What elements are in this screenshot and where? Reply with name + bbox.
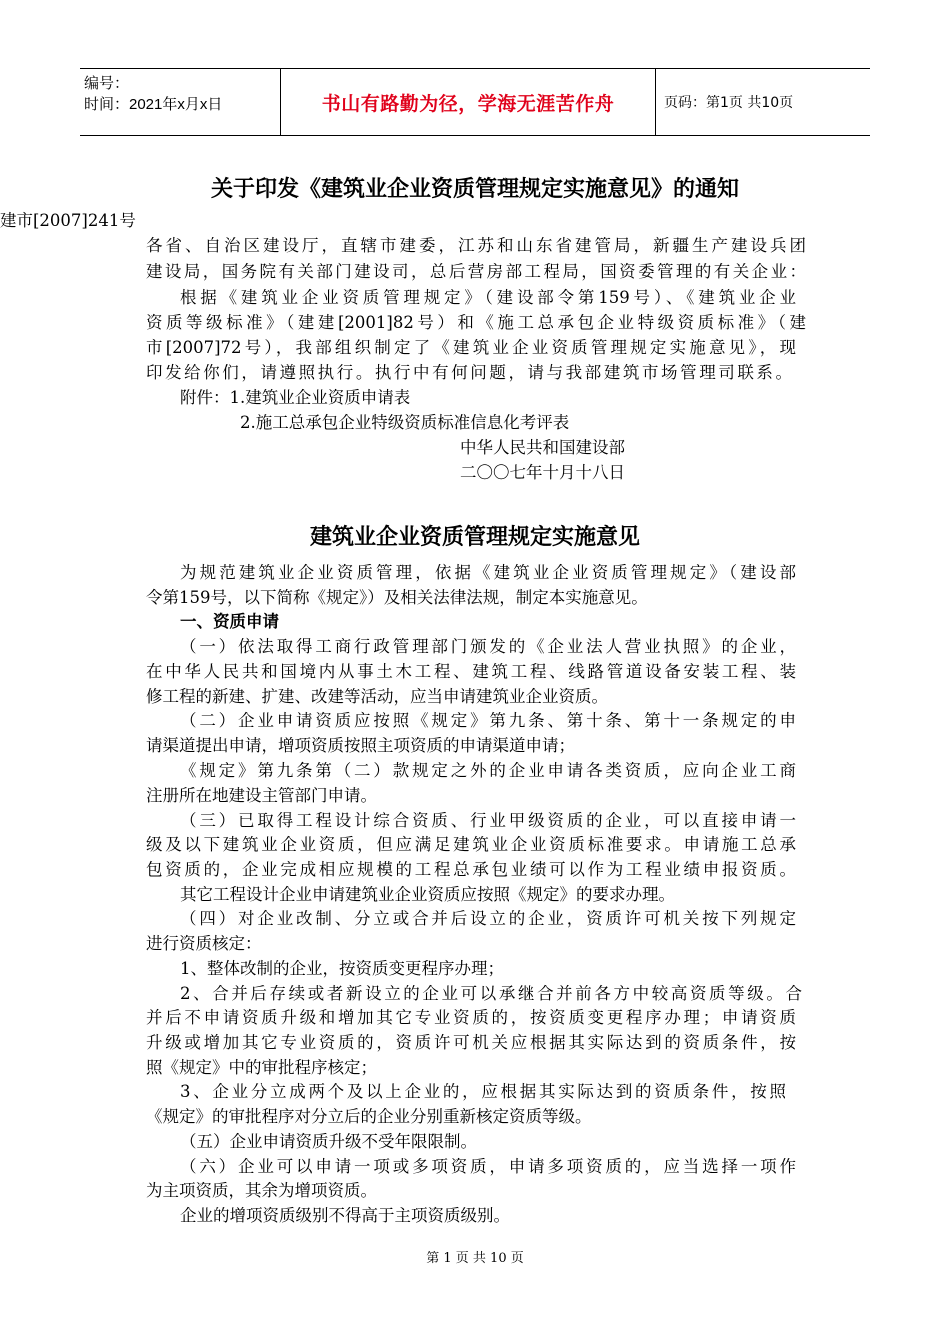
motto-text: 书山有路勤为径，学海无涯苦作舟: [321, 92, 615, 115]
opinion-line: 2、合并后存续或者新设立的企业可以承继合并前各方中较高资质等级。合: [180, 984, 802, 1003]
opinion-line: 进行资质核定：: [146, 934, 262, 953]
opinion-line: 注册所在地建设主管部门申请。: [146, 786, 377, 805]
opinion-line: 3、企业分立成两个及以上企业的，应根据其实际达到的资质条件，按照: [180, 1082, 786, 1101]
section-heading: 一、资质申请: [180, 612, 279, 631]
page-info: 页码：第1页 共10页: [664, 95, 794, 111]
notice-title: 关于印发《建筑业企业资质管理规定实施意见》的通知: [210, 177, 739, 202]
notice-line: 印发给你们，请遵照执行。执行中有何问题，请与我部建筑市场管理司联系。: [146, 363, 792, 382]
opinion-line: 升级或增加其它专业资质的，资质许可机关应根据其实际达到的资质条件，按: [146, 1033, 796, 1052]
opinion-line: （二）企业申请资质应按照《规定》第九条、第十条、第十一条规定的申: [180, 711, 796, 730]
opinion-line: 级及以下建筑业企业资质，但应满足建筑业企业资质标准要求。申请施工总承: [146, 835, 796, 854]
opinion-line: 《规定》的审批程序对分立后的企业分别重新核定资质等级。: [146, 1107, 592, 1126]
opinion-line: 为主项资质，其余为增项资质。: [146, 1181, 377, 1200]
opinion-line: 令第159号，以下简称《规定》）及相关法律法规，制定本实施意见。: [146, 588, 648, 607]
attachment-line: 2.施工总承包企业特级资质标准信息化考评表: [240, 413, 570, 432]
notice-line: 各省、自治区建设厅，直辖市建委，江苏和山东省建管局，新疆生产建设兵团: [146, 236, 806, 255]
opinion-line: 在中华人民共和国境内从事土木工程、建筑工程、线路管道设备安装工程、装: [146, 662, 796, 681]
opinion-line: 《规定》第九条第（二）款规定之外的企业申请各类资质，应向企业工商: [180, 761, 796, 780]
opinion-line: 照《规定》中的审批程序核定；: [146, 1058, 377, 1077]
opinion-line: 其它工程设计企业申请建筑业企业资质应按照《规定》的要求办理。: [180, 885, 675, 904]
opinion-line: 修工程的新建、扩建、改建等活动，应当申请建筑业企业资质。: [146, 687, 608, 706]
signatory: 中华人民共和国建设部: [460, 438, 625, 457]
opinion-line: （四）对企业改制、分立或合并后设立的企业，资质许可机关按下列规定: [180, 909, 796, 928]
opinion-line: （六）企业可以申请一项或多项资质，申请多项资质的，应当选择一项作: [180, 1157, 796, 1176]
opinion-line: 包资质的，企业完成相应规模的工程总承包业绩可以作为工程业绩申报资质。: [146, 860, 796, 879]
page-footer: 第 1 页 共 10 页: [426, 1251, 524, 1266]
opinion-title: 建筑业企业资质管理规定实施意见: [309, 525, 640, 550]
opinion-line: （一）依法取得工商行政管理部门颁发的《企业法人营业执照》的企业，: [180, 637, 796, 656]
notice-line: 资质等级标准》（建建[2001]82号）和《施工总承包企业特级资质标准》（建: [146, 313, 806, 332]
header-meta: [80, 69, 280, 135]
opinion-line: 并后不申请资质升级和增加其它专业资质的，按资质变更程序办理；申请资质: [146, 1008, 796, 1027]
opinion-line: 1、整体改制的企业，按资质变更程序办理；: [180, 959, 504, 978]
notice-line: 根据《建筑业企业资质管理规定》（建设部令第159号）、《建筑业企业: [180, 288, 796, 307]
opinion-line: 为规范建筑业企业资质管理，依据《建筑业企业资质管理规定》（建设部: [180, 563, 796, 582]
header-table: [80, 68, 870, 136]
opinion-line: 请渠道提出申请，增项资质按照主项资质的申请渠道申请；: [146, 736, 575, 755]
attachment-line: 附件：1.建筑业企业资质申请表: [180, 388, 411, 407]
notice-line: 市[2007]72号），我部组织制定了《建筑业企业资质管理规定实施意见》，现: [146, 338, 796, 357]
header-motto-cell: [280, 69, 656, 135]
opinion-line: （三）已取得工程设计综合资质、行业甲级资质的企业，可以直接申请一: [180, 811, 796, 830]
notice-line: 建设局，国务院有关部门建设司，总后营房部工程局，国资委管理的有关企业：: [146, 262, 806, 281]
number-label: 编号：: [84, 75, 130, 92]
doc-number: 建市[2007]241号: [0, 211, 136, 230]
opinion-line: 企业的增项资质级别不得高于主项资质级别。: [180, 1206, 510, 1225]
time-label: 时间：2021年x月x日: [84, 96, 223, 113]
notice-date: 二〇〇七年十月十八日: [460, 463, 625, 482]
opinion-line: （五）企业申请资质升级不受年限限制。: [180, 1132, 477, 1151]
